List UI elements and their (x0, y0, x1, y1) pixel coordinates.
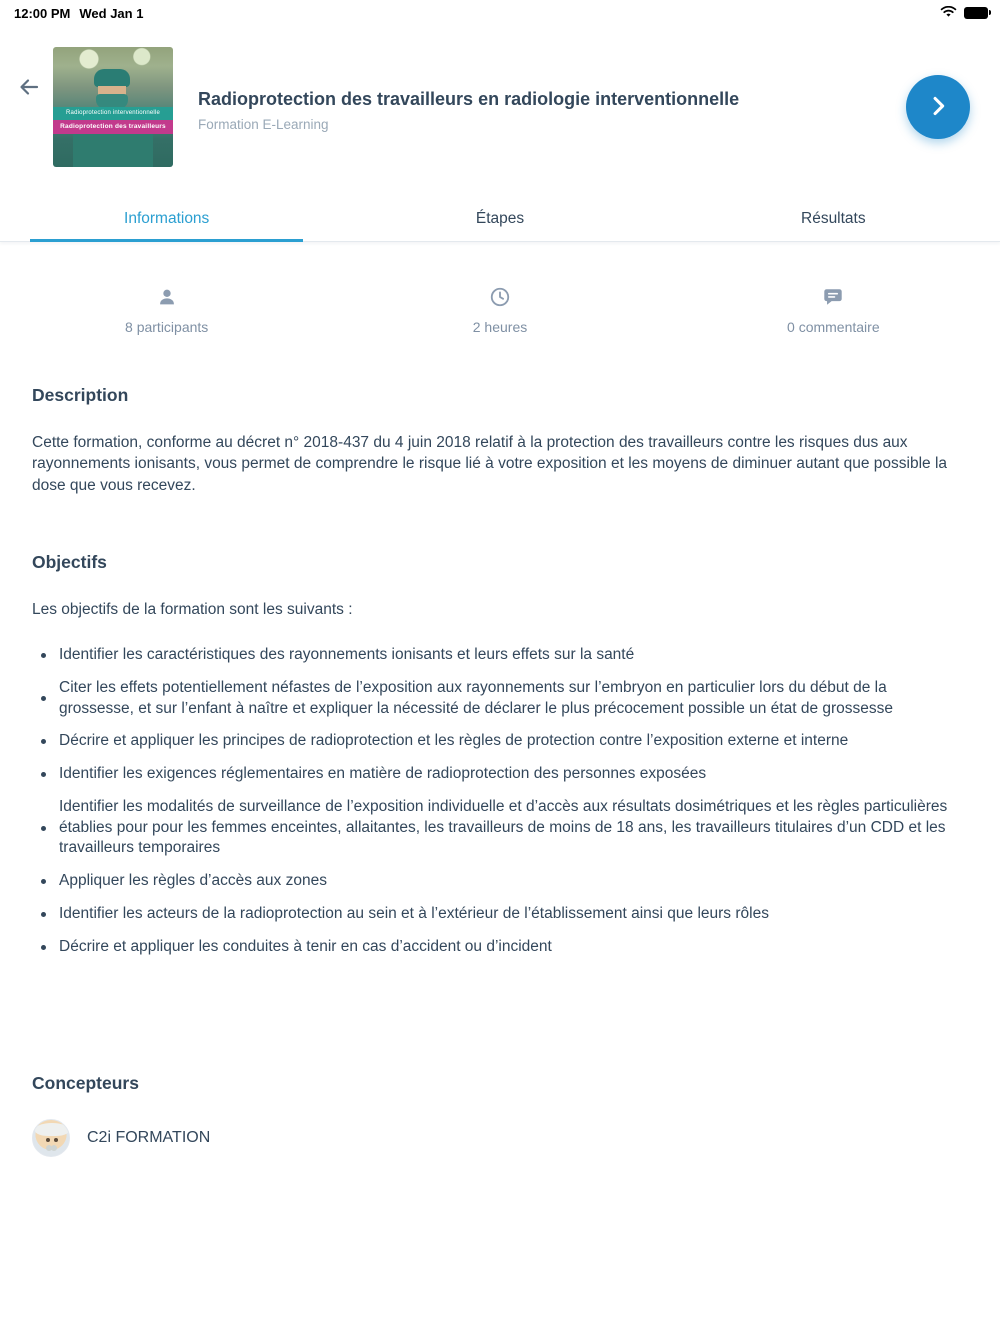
stat-comments-label: 0 commentaire (787, 319, 880, 335)
bullet-icon (41, 696, 46, 701)
stat-comments (667, 286, 1000, 335)
stat-duration (333, 286, 666, 335)
course-thumbnail (53, 47, 173, 167)
course-header (0, 24, 1000, 196)
thumbnail-band-1: Radioprotection interventionnelle (53, 107, 173, 120)
tab-informations[interactable]: Informations (0, 196, 333, 241)
objectifs-intro: Les objectifs de la formation sont les suivants : (32, 601, 353, 619)
tab-bar (0, 196, 1000, 242)
list-item: Décrire et appliquer les principes de radioprotection et les règles de protection contre l’exposition externe et interne (32, 731, 952, 752)
designer-row[interactable] (32, 1119, 968, 1157)
objectifs-heading: Objectifs (32, 552, 107, 573)
back-button[interactable] (14, 73, 44, 103)
battery-icon (964, 7, 988, 19)
course-subtitle: Formation E-Learning (198, 116, 329, 132)
designer-avatar (32, 1119, 70, 1157)
list-item: Citer les effets potentiellement néfastes de l’exposition aux rayonnements sur l’embryon en particulier lors du début de la grossesse, et sur l’enfant à naître et expliquer la nécessité de déclarer le plus précocement possible un état de grossesse (32, 678, 952, 720)
bullet-icon (41, 912, 46, 917)
designer-name: C2i FORMATION (87, 1128, 211, 1146)
thumbnail-band-2: Radioprotection des travailleurs (53, 120, 173, 134)
person-icon (156, 286, 178, 308)
description-text: Cette formation, conforme au décret n° 2018-437 du 4 juin 2018 relatif à la protection des travailleurs contre les risques dus aux rayonnements ionisants, vous permet de comprendre le risque lié à votre exposition et les moyens de diminuer autant que possible la dose que vous recevez. (32, 434, 948, 494)
list-item: Décrire et appliquer les conduites à tenir en cas d’accident ou d’incident (32, 937, 952, 958)
stat-duration-label: 2 heures (472, 319, 528, 335)
list-item: Identifier les modalités de surveillance de l’exposition individuelle et d’accès aux résultats dosimétriques et les règles particulières établies pour pour les femmes enceintes, allaitantes, les travailleurs de moins de 18 ans, les travailleurs titulaires d’un CDD et les travailleurs temporaires (32, 797, 952, 859)
list-item: Identifier les acteurs de la radioprotection au sein et à l’extérieur de l’établissement ainsi que leurs rôles (32, 904, 952, 925)
list-item: Appliquer les règles d’accès aux zones (32, 871, 952, 892)
chevron-right-icon (924, 92, 952, 123)
status-time: 12:00 PM (14, 5, 71, 21)
status-date: Wed Jan 1 (79, 5, 144, 21)
status-bar (0, 0, 1000, 24)
bullet-icon (41, 879, 46, 884)
tab-etapes[interactable]: Étapes (333, 196, 666, 241)
wifi-icon (940, 6, 957, 21)
back-arrow-icon (17, 75, 41, 102)
stat-participants (0, 286, 333, 335)
description-heading: Description (32, 385, 129, 405)
objectives-list (32, 645, 968, 957)
list-item: Identifier les exigences réglementaires en matière de radioprotection des personnes exposées (32, 764, 952, 785)
content-area (0, 385, 1000, 1157)
stat-participants-label: 8 participants (125, 319, 209, 335)
comment-icon (822, 286, 844, 308)
start-course-button[interactable] (906, 75, 970, 139)
bullet-icon (41, 826, 46, 831)
bullet-icon (41, 772, 46, 777)
tab-resultats[interactable]: Résultats (667, 196, 1000, 241)
bullet-icon (41, 945, 46, 950)
course-stats (0, 286, 1000, 335)
thumbnail-surgeon-cap (94, 69, 130, 87)
bullet-icon (41, 653, 46, 658)
list-item: Identifier les caractéristiques des rayonnements ionisants et leurs effets sur la santé (32, 645, 952, 666)
bullet-icon (41, 739, 46, 744)
course-title: Radioprotection des travailleurs en radiologie interventionnelle (198, 89, 740, 109)
clock-icon (489, 286, 511, 308)
concepteurs-heading: Concepteurs (32, 1072, 139, 1093)
